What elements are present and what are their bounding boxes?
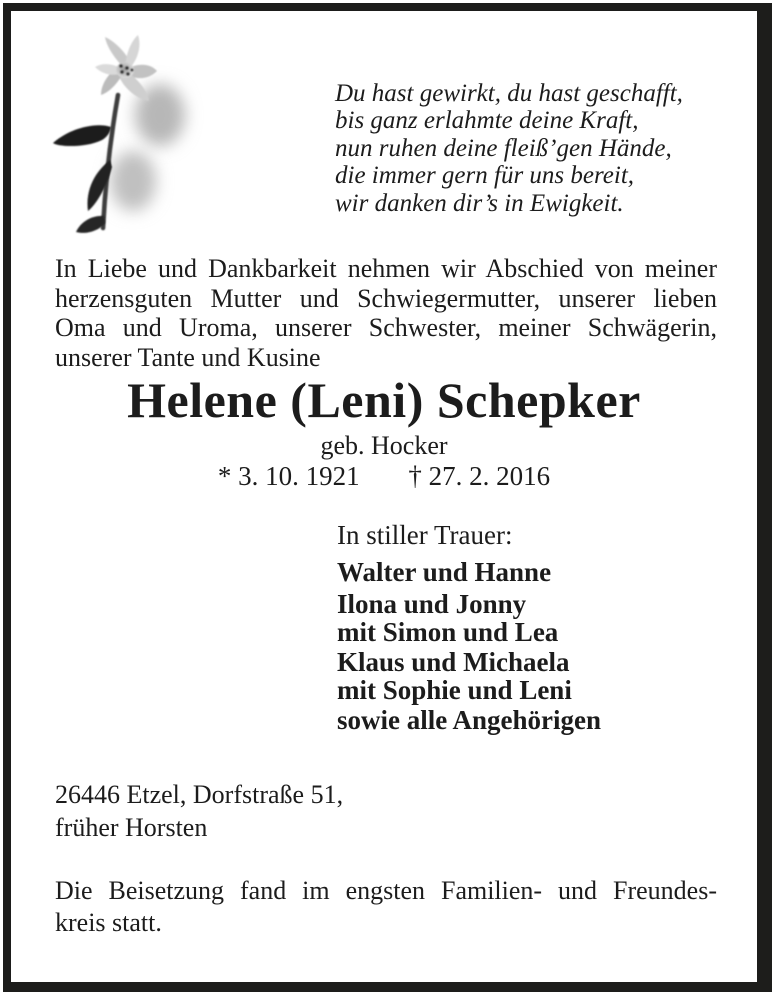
intro-line: Oma und Uroma, unserer Schwester, meiner Schwägerin, xyxy=(55,313,717,343)
intro-line: unserer Tante und Kusine xyxy=(55,342,321,372)
mourner-line: Ilona und Jonny xyxy=(337,589,527,619)
intro-paragraph xyxy=(55,254,717,372)
mourners-block xyxy=(337,521,601,734)
memorial-poem xyxy=(335,80,735,217)
mourner-line: mit Sophie und Leni xyxy=(337,675,572,705)
death-date: † 27. 2. 2016 xyxy=(408,461,551,491)
mourner-line: mit Simon und Lea xyxy=(337,617,559,647)
deceased-name: Helene (Leni) Schepker xyxy=(127,372,641,428)
intro-line: herzensguten Mutter und Schwiegermutter, unserer lieben xyxy=(55,283,717,313)
mourning-header: In stiller Trauer: xyxy=(337,520,513,550)
notice-frame xyxy=(3,3,772,992)
closing-paragraph xyxy=(55,875,717,939)
lily-flower-icon xyxy=(46,21,236,239)
address-line: früher Horsten xyxy=(55,813,208,842)
mourner-line: sowie alle Angehörigen xyxy=(337,705,601,735)
poem-line: die immer gern für uns bereit, xyxy=(335,162,635,190)
poem-line: wir danken dir’s in Ewigkeit. xyxy=(335,189,624,217)
address-line: 26446 Etzel, Dorfstraße 51, xyxy=(55,780,344,809)
maiden-name: geb. Hocker xyxy=(320,431,448,460)
closing-line: Die Beisetzung fand im engsten Familien- und Freundes- xyxy=(55,876,717,905)
mourner-line: Walter und Hanne xyxy=(337,557,552,587)
poem-line: Du hast gewirkt, du hast geschafft, xyxy=(335,80,683,107)
life-dates xyxy=(11,461,757,491)
closing-line: kreis statt. xyxy=(55,908,162,937)
birth-date: * 3. 10. 1921 xyxy=(217,461,360,491)
poem-line: bis ganz erlahmte deine Kraft, xyxy=(335,107,639,135)
poem-line: nun ruhen deine fleiß’gen Hände, xyxy=(335,134,672,162)
notice-content xyxy=(11,11,757,982)
mourner-line: Klaus und Michaela xyxy=(337,647,570,677)
intro-line: In Liebe und Dankbarkeit nehmen wir Abschied von meiner xyxy=(55,254,717,283)
address-block xyxy=(55,778,343,844)
